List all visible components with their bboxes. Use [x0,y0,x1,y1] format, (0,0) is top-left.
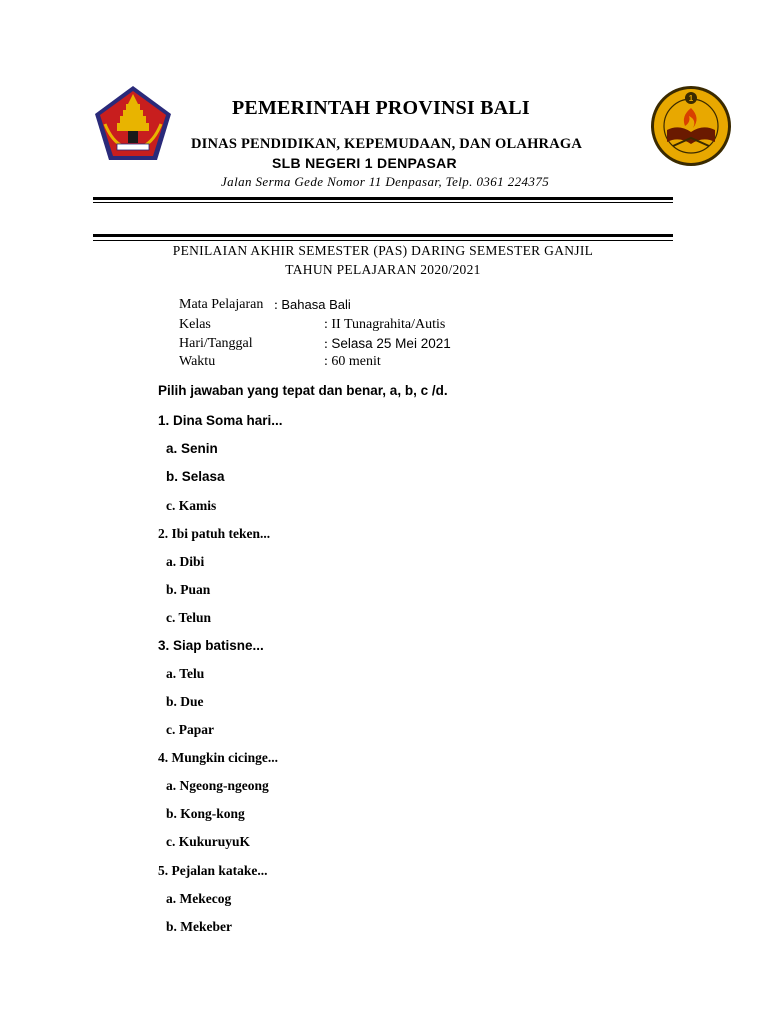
meta-separator: : [274,298,278,313]
question-5-option-a: a. Mekecog [166,891,232,906]
instruction-text: Pilih jawaban yang tepat dan benar, a, b, c /d. [158,383,448,398]
header-rule-thin-2 [93,240,673,241]
slb-school-emblem [649,84,733,168]
meta-separator: : [324,354,328,369]
meta-value-text: Selasa 25 Mei 2021 [331,336,451,351]
meta-value-text: 60 menit [331,354,381,369]
meta-value [274,297,351,314]
meta-separator: : [324,317,328,332]
question-1: 1. Dina Soma hari... [158,413,283,428]
question-1-option-c: c. Kamis [166,498,217,513]
question-5-option-b: b. Mekeber [166,919,232,934]
bali-province-emblem [93,84,173,164]
meta-value [324,317,445,333]
question-4-option-b: b. Kong-kong [166,806,245,821]
school-name: SLB NEGERI 1 DENPASAR [272,155,457,171]
exam-title-line-2: TAHUN PELAJARAN 2020/2021 [285,262,481,277]
meta-value-text: II Tunagrahita/Autis [331,317,446,332]
question-2: 2. Ibi patuh teken... [158,526,271,541]
meta-label: Mata Pelajaran [179,297,264,312]
meta-value-text: Bahasa Bali [281,297,351,312]
question-4-option-a: a. Ngeong-ngeong [166,778,269,793]
meta-value [324,336,451,353]
svg-text:1: 1 [688,94,694,103]
question-4-option-c: c. KukuruyuK [166,834,251,849]
question-4: 4. Mungkin cicinge... [158,750,279,765]
department-name: DINAS PENDIDIKAN, KEPEMUDAAN, DAN OLAHRAGA [191,136,583,152]
meta-label: Waktu [179,354,216,369]
question-3: 3. Siap batisne... [158,638,264,653]
government-title: PEMERINTAH PROVINSI BALI [232,97,530,119]
meta-label: Kelas [179,317,211,332]
question-3-option-c: c. Papar [166,722,214,737]
question-2-option-c: c. Telun [166,610,212,625]
school-address: Jalan Serma Gede Nomor 11 Denpasar, Telp. 0361 224375 [221,174,550,189]
question-5: 5. Pejalan katake... [158,863,268,878]
meta-value [324,354,381,370]
meta-label: Hari/Tanggal [179,336,253,351]
meta-separator: : [324,337,328,352]
question-3-option-b: b. Due [166,694,204,709]
question-1-option-b: b. Selasa [166,469,225,484]
header-rule-top-2 [93,234,673,237]
question-2-option-b: b. Puan [166,582,211,597]
question-2-option-a: a. Dibi [166,554,205,569]
question-3-option-a: a. Telu [166,666,205,681]
header-rule-thin [93,202,673,203]
question-1-option-a: a. Senin [166,441,218,456]
header-rule-top [93,197,673,200]
exam-title-line-1: PENILAIAN AKHIR SEMESTER (PAS) DARING SEMESTER GANJIL [172,243,594,258]
